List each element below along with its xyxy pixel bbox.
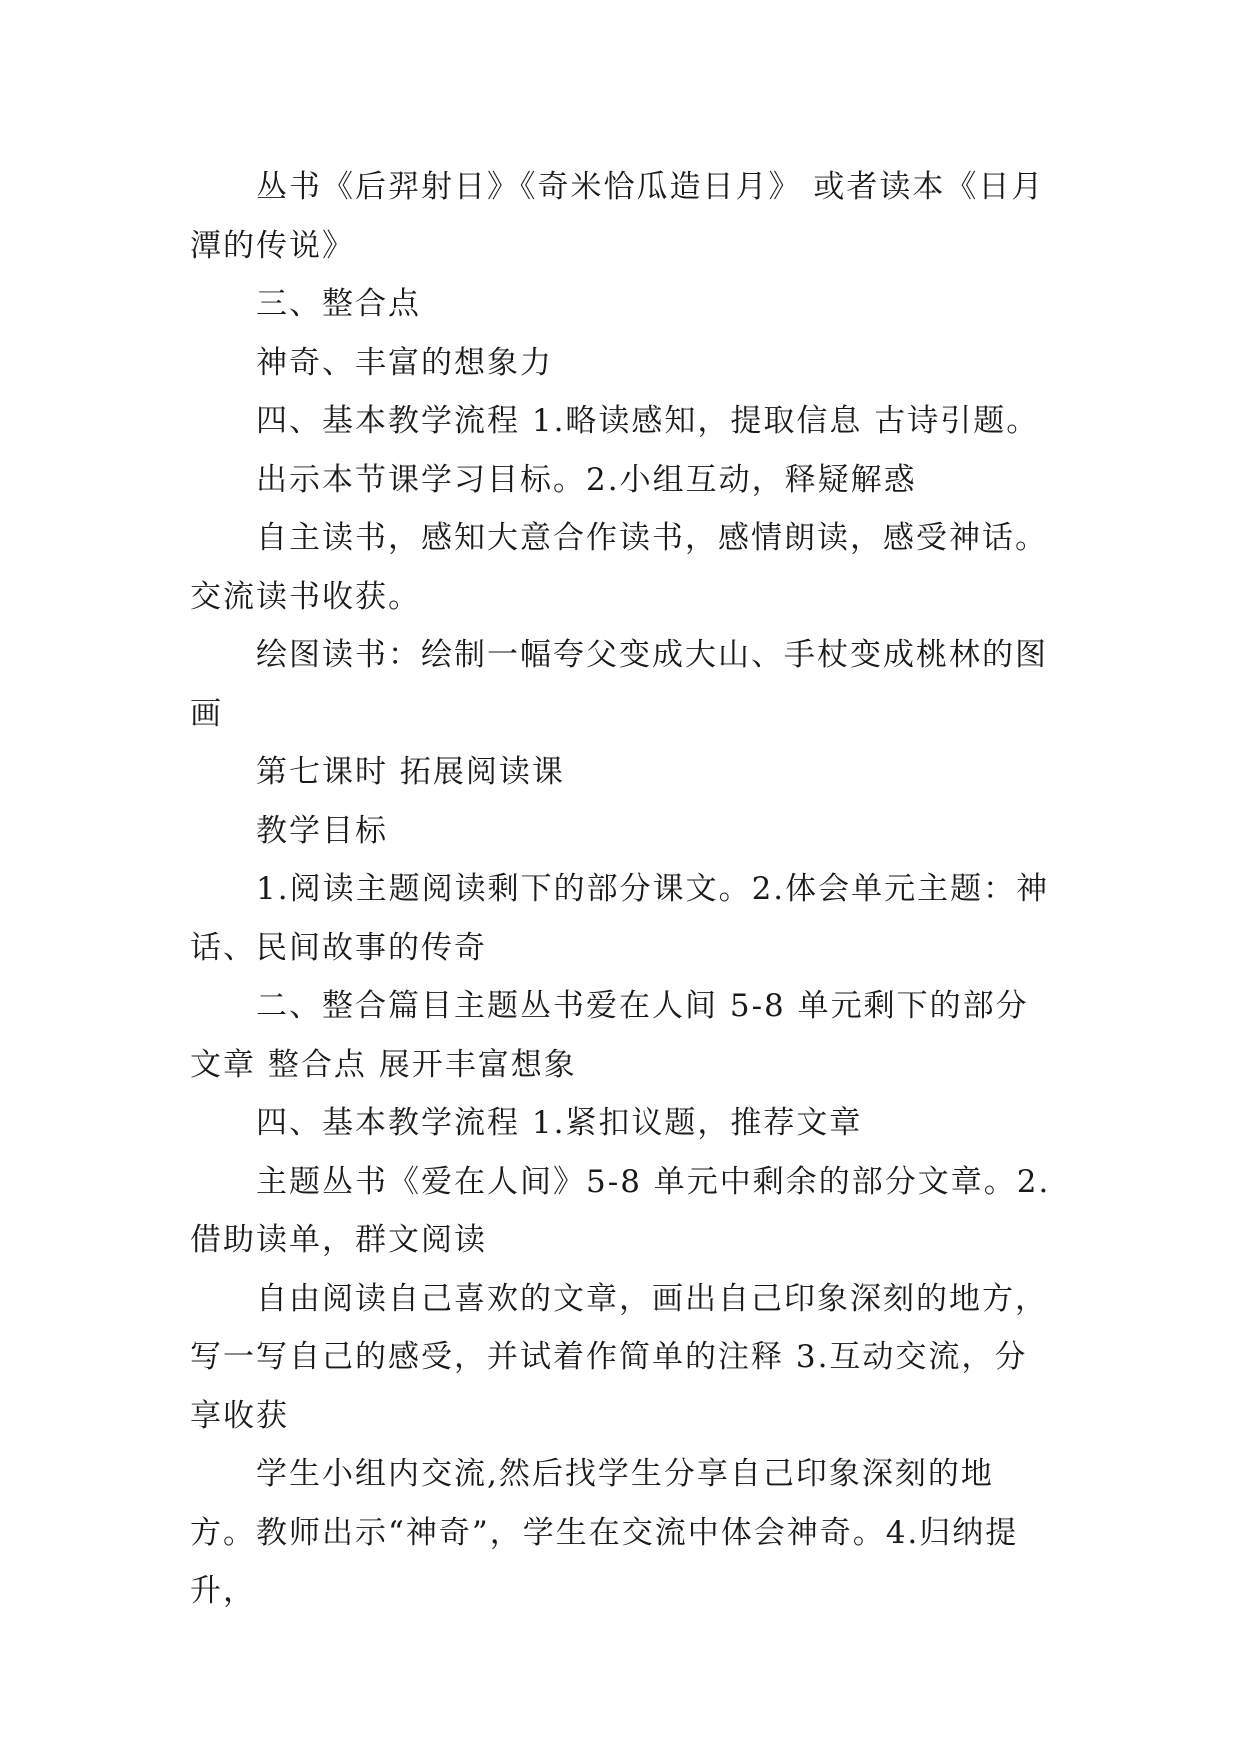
paragraph: 丛书《后羿射日》《奇米恰瓜造日月》 或者读本《日月潭的传说》 [190,169,1045,264]
paragraph: 学生小组内交流,然后找学生分享自己印象深刻的地方。教师出示“神奇”，学生在交流中体会神奇。4.归纳提升， [190,1456,1019,1609]
paragraph: 出示本节课学习目标。2.小组互动，释疑解惑 [256,461,917,498]
paragraph: 主题丛书《爱在人间》5-8 单元中剩余的部分文章。2.借助读单，群文阅读 [190,1163,1051,1258]
paragraph: 自由阅读自己喜欢的文章，画出自己印象深刻的地方，写一写自己的感受，并试着作简单的注释 3.互动交流，分享收获 [190,1280,1048,1434]
paragraph: 1.阅读主题阅读剩下的部分课文。2.体会单元主题：神话、民间故事的传奇 [190,871,1050,966]
paragraph: 四、基本教学流程 1.略读感知，提取信息 古诗引题。 [256,403,1040,439]
paragraph: 神奇、丰富的想象力 [256,344,553,381]
section-heading: 三、整合点 [256,286,421,322]
document-body [190,158,1056,1621]
paragraph: 四、基本教学流程 1.紧扣议题，推荐文章 [256,1105,863,1141]
paragraph: 绘图读书：绘制一幅夸父变成大山、手杖变成桃林的图画 [190,637,1048,732]
paragraph: 二、整合篇目主题丛书爱在人间 5-8 单元剩下的部分文章 整合点 展开丰富想象 [190,988,1029,1083]
lesson-heading: 第七课时 拓展阅读课 [256,754,565,790]
paragraph: 自主读书，感知大意合作读书，感情朗读，感受神话。交流读书收获。 [190,520,1048,615]
section-heading: 教学目标 [256,812,388,849]
